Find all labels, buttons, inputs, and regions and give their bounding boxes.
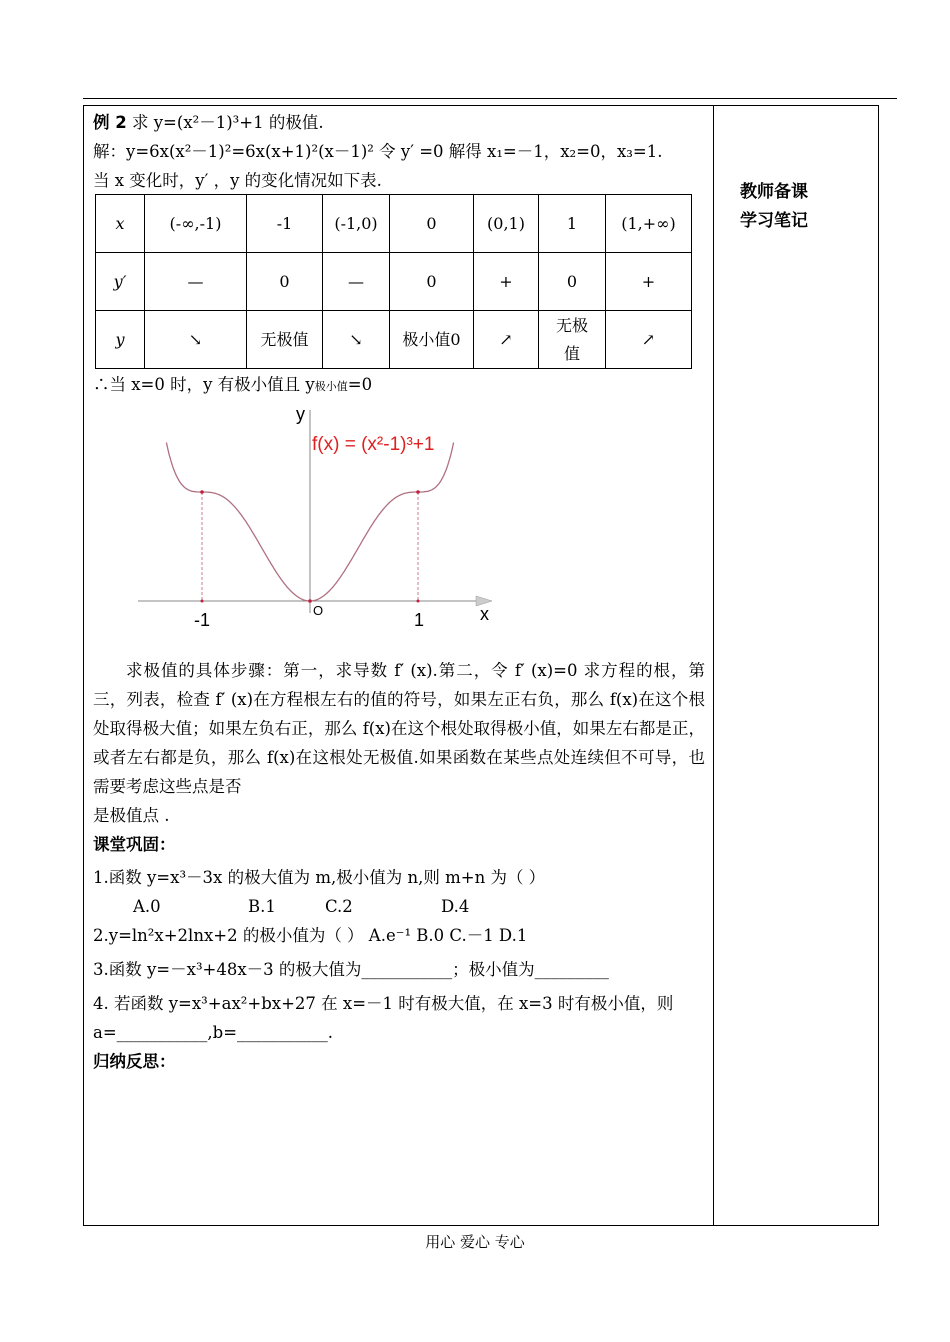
tick-label-neg: -1 — [194, 610, 211, 630]
table-row — [96, 195, 692, 253]
table-cell: 无极值 — [539, 311, 606, 369]
table-cell: 0 — [390, 253, 474, 311]
conclusion-end: =0 — [347, 375, 373, 394]
reflection-heading: 归纳反思： — [93, 1052, 176, 1071]
table-cell: ↘ — [323, 311, 390, 369]
origin-label: O — [313, 603, 324, 618]
conclusion-sub: 极小值 — [314, 380, 348, 393]
table-cell: x — [96, 195, 145, 253]
steps-text: 求极值的具体步骤：第一，求导数 f′ (x).第二，令 f′ (x)=0 求方程的根，第三，列表，检查 f′ (x)在方程根左右的值的符号，如果左正右负，那么 f(x)在这个根处取得极大值；如果左负右正，那么 f(x)在这个根处取得极小值，如果左右都是正，或者左右都是负，那么 f(x)在这根处无极值.如果函数在某些点处连续但不可导，也需要考虑这些点是否 — [93, 661, 705, 796]
table-cell: (1,+∞) — [606, 195, 692, 253]
steps-last: 是极值点 . — [93, 806, 170, 825]
table-cell: ↗ — [474, 311, 539, 369]
example-title — [93, 108, 705, 137]
table-cell: 极小值0 — [390, 311, 474, 369]
option-b: B.1 — [248, 897, 276, 916]
question-2: 2.y=ln²x+2lnx+2 的极小值为（ ） A.e⁻¹ B.0 C.－1 D.1 — [93, 926, 528, 945]
point-left — [200, 490, 204, 494]
tick-point-left — [201, 600, 204, 603]
table-cell: (0,1) — [474, 195, 539, 253]
column-divider — [713, 105, 714, 1226]
x-axis-label: x — [480, 604, 489, 624]
table-cell: 0 — [539, 253, 606, 311]
option-a: A.0 — [133, 897, 161, 916]
question-4-line-2: a=___________,b=___________. — [93, 1023, 334, 1042]
example-section — [93, 108, 705, 195]
variation-intro: 当 x 变化时，y′ ，y 的变化情况如下表. — [93, 171, 382, 190]
table-cell: — — [145, 253, 247, 311]
table-cell: 0 — [390, 195, 474, 253]
table-row — [96, 253, 692, 311]
table-cell: + — [474, 253, 539, 311]
table-cell: y — [96, 311, 145, 369]
tick-point-right — [417, 600, 420, 603]
y-axis-label: y — [296, 404, 305, 424]
solution-line: 解：y=6x(x²－1)²=6x(x+1)²(x－1)² 令 y′ =0 解得 x₁=－1，x₂=0，x₃=1. — [93, 142, 663, 161]
tick-label-pos: 1 — [414, 610, 425, 630]
option-d: D.4 — [441, 897, 470, 916]
table-cell: — — [323, 253, 390, 311]
conclusion-line — [93, 370, 713, 401]
function-graph — [120, 398, 500, 633]
side-note-line-1: 教师备课 — [740, 182, 808, 202]
table-cell: 1 — [539, 195, 606, 253]
point-right — [416, 490, 420, 494]
table-cell: y′ — [96, 253, 145, 311]
practice-heading: 课堂巩固： — [93, 835, 176, 854]
footer-motto: 用心 爱心 专心 — [425, 1233, 525, 1251]
table-cell: 0 — [247, 253, 323, 311]
table-cell: + — [606, 253, 692, 311]
side-note-line-2: 学习笔记 — [740, 211, 808, 231]
steps-paragraph — [93, 656, 705, 830]
table-cell: 无极值 — [247, 311, 323, 369]
point-origin — [308, 599, 312, 603]
example-question: 求 y=(x²－1)³+1 的极值. — [131, 113, 324, 132]
question-4-line-1: 4. 若函数 y=x³+ax²+bx+27 在 x=－1 时有极大值，在 x=3 时有极小值，则 — [93, 994, 674, 1013]
option-c: C.2 — [325, 897, 353, 916]
question-1: 1.函数 y=x³－3x 的极大值为 m,极小值为 n,则 m+n 为（ ） — [93, 868, 546, 887]
table-cell: (-∞,-1) — [145, 195, 247, 253]
question-3: 3.函数 y=－x³+48x－3 的极大值为___________；极小值为_________ — [93, 960, 609, 979]
teacher-notes-column — [740, 178, 850, 236]
table-cell: ↗ — [606, 311, 692, 369]
table-cell: ↘ — [145, 311, 247, 369]
conclusion-main: ∴当 x=0 时，y 有极小值且 y — [93, 375, 315, 394]
table-cell: -1 — [247, 195, 323, 253]
variation-table — [95, 194, 692, 369]
table-row — [96, 311, 692, 369]
top-rule — [83, 98, 897, 99]
table-cell: (-1,0) — [323, 195, 390, 253]
formula-label: f(x) = (x²-1)³+1 — [312, 434, 435, 455]
example-label: 例 2 — [93, 113, 127, 132]
